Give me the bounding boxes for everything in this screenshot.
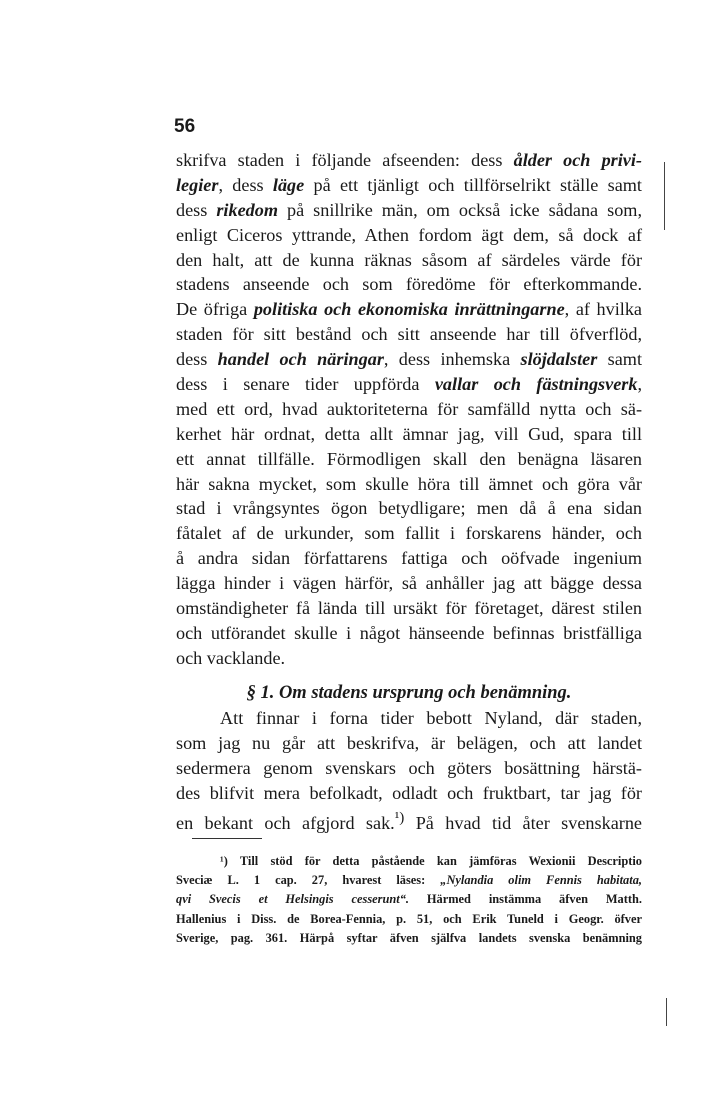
text-run: dess bbox=[176, 199, 217, 220]
text-line bbox=[176, 297, 642, 322]
text-line bbox=[176, 322, 642, 347]
text-run: här sakna mycket, som skulle höra till ämnet och göra vår bbox=[176, 473, 642, 494]
text-line bbox=[176, 706, 642, 731]
text-run: den halt, att de kunna räknas såsom af särdeles värde för bbox=[176, 249, 642, 270]
text-run: som jag nu går att beskrifva, är belägen, och att landet bbox=[176, 732, 642, 753]
italic-text: „Nylandia olim Fennis habitata, bbox=[440, 873, 642, 888]
text-run: Sveciæ L. 1 cap. 27, hvarest läses: bbox=[176, 873, 441, 888]
text-line bbox=[176, 621, 642, 646]
text-run: , dess inhemska bbox=[383, 349, 521, 370]
text-line bbox=[176, 496, 642, 521]
text-run: ¹) bbox=[394, 808, 405, 826]
text-line bbox=[176, 372, 642, 397]
margin-mark bbox=[664, 162, 665, 230]
text-line bbox=[176, 806, 642, 831]
italic-text: ålder och privi- bbox=[513, 150, 642, 170]
italic-text: handel och näringar bbox=[217, 349, 384, 370]
text-line bbox=[176, 223, 642, 248]
text-run: Att finnar i forna tider bebott Nyland, där staden, bbox=[220, 708, 642, 728]
text-line bbox=[176, 546, 642, 571]
text-run: sedermera genom svenskars och göters bosättning härstä- bbox=[176, 757, 642, 778]
text-line bbox=[176, 397, 642, 422]
text-run: des blifvit mera befolkadt, odladt och fruktbart, tar jag för bbox=[176, 782, 642, 803]
text-run: Härmed instämma äfven Matth. bbox=[409, 892, 642, 907]
text-run: och utförandet skulle i något hänseende befinnas bristfälliga bbox=[176, 622, 642, 643]
margin-mark bbox=[666, 998, 667, 1026]
text-line bbox=[176, 596, 642, 621]
italic-text: qvi Svecis et Helsingis cesserunt“. bbox=[176, 892, 409, 907]
text-line bbox=[176, 173, 642, 198]
text-line bbox=[176, 422, 642, 447]
italic-text: läge bbox=[272, 174, 305, 195]
italic-text: legier bbox=[176, 174, 219, 195]
footnote-separator bbox=[192, 838, 262, 839]
text-line bbox=[176, 347, 642, 372]
text-run: ¹) Till stöd för detta påstående kan jämföras Wexionii Descriptio bbox=[220, 854, 642, 868]
text-run: och vacklande. bbox=[176, 647, 286, 668]
italic-text: vallar och fästningsverk bbox=[434, 374, 638, 395]
text-line bbox=[176, 248, 642, 273]
italic-text: politiska och ekonomiska inrättningarne bbox=[253, 299, 565, 320]
text-line bbox=[176, 148, 642, 173]
text-run: å andra sidan författarens fattiga och oöfvade ingenium bbox=[176, 548, 642, 569]
text-line bbox=[176, 756, 642, 781]
text-line bbox=[176, 272, 642, 297]
text-run: dess i senare tider uppförda bbox=[176, 374, 435, 395]
text-run: skrifva staden i följande afseenden: dess bbox=[176, 150, 514, 170]
text-run: fåtalet af de urkunder, som fallit i forskarens händer, och bbox=[176, 523, 642, 544]
text-run: staden för sitt bestånd och sitt anseende har till öfverflöd, bbox=[176, 324, 642, 345]
text-run: Sverige, pag. 361. Härpå syftar äfven själfva landets svenska benämning bbox=[176, 930, 642, 945]
text-line bbox=[176, 472, 642, 497]
text-run: på snillrike män, om också icke sådana som, bbox=[277, 199, 642, 220]
italic-text: rikedom bbox=[216, 199, 278, 220]
text-line bbox=[176, 521, 642, 546]
text-run: , dess bbox=[218, 174, 273, 195]
paragraph-2 bbox=[176, 706, 642, 833]
page-number: 56 bbox=[174, 116, 196, 137]
section-heading: § 1. Om stadens ursprung och benämning. bbox=[246, 683, 572, 703]
text-run: stad i vrångsyntes ögon betydligare; men då å ena sidan bbox=[176, 498, 642, 519]
text-line bbox=[176, 871, 642, 890]
text-run: Hallenius i Diss. de Borea-Fennia, p. 51, och Erik Tuneld i Geogr. öfver bbox=[176, 911, 642, 926]
text-line bbox=[176, 571, 642, 596]
text-run: , bbox=[637, 374, 643, 395]
text-run: stadens anseende och som föredöme för efterkommande. bbox=[176, 274, 642, 295]
text-run: De öfriga bbox=[176, 299, 254, 320]
text-line bbox=[176, 929, 642, 948]
text-run: lägga hinder i vägen härför, så anhåller jag att bägge dessa bbox=[176, 573, 642, 594]
text-run: på ett tjänligt och tillförselrikt ställe samt bbox=[304, 174, 642, 195]
text-line bbox=[176, 852, 642, 871]
text-line bbox=[176, 198, 642, 223]
text-run: en bekant och afgjord sak. bbox=[176, 812, 395, 833]
text-line bbox=[176, 781, 642, 806]
text-run: På hvad tid åter svenskarne bbox=[404, 812, 642, 833]
paragraph-1 bbox=[176, 148, 642, 671]
footnote-block bbox=[176, 852, 642, 948]
text-line bbox=[176, 646, 642, 671]
text-run: ett annat tillfälle. Förmodligen skall den benägna läsaren bbox=[176, 448, 642, 469]
text-line bbox=[176, 890, 642, 909]
text-line bbox=[176, 731, 642, 756]
text-run: med ett ord, hvad auktoriteterna för samfälld nytta och sä- bbox=[176, 398, 642, 419]
text-run: omständigheter få lända till ursäkt för företaget, därest stilen bbox=[176, 598, 642, 619]
text-run: kerhet här ordnat, detta allt ämnar jag, vill Gud, spara till bbox=[176, 423, 642, 444]
text-line bbox=[176, 447, 642, 472]
text-run: , af hvilka bbox=[564, 299, 642, 320]
italic-text: slöjdalster bbox=[520, 349, 598, 370]
text-run: samt bbox=[597, 349, 643, 370]
text-run: dess bbox=[176, 349, 218, 370]
text-line bbox=[176, 910, 642, 929]
text-run: enligt Ciceros yttrande, Athen fordom ägt dem, så dock af bbox=[176, 224, 642, 245]
